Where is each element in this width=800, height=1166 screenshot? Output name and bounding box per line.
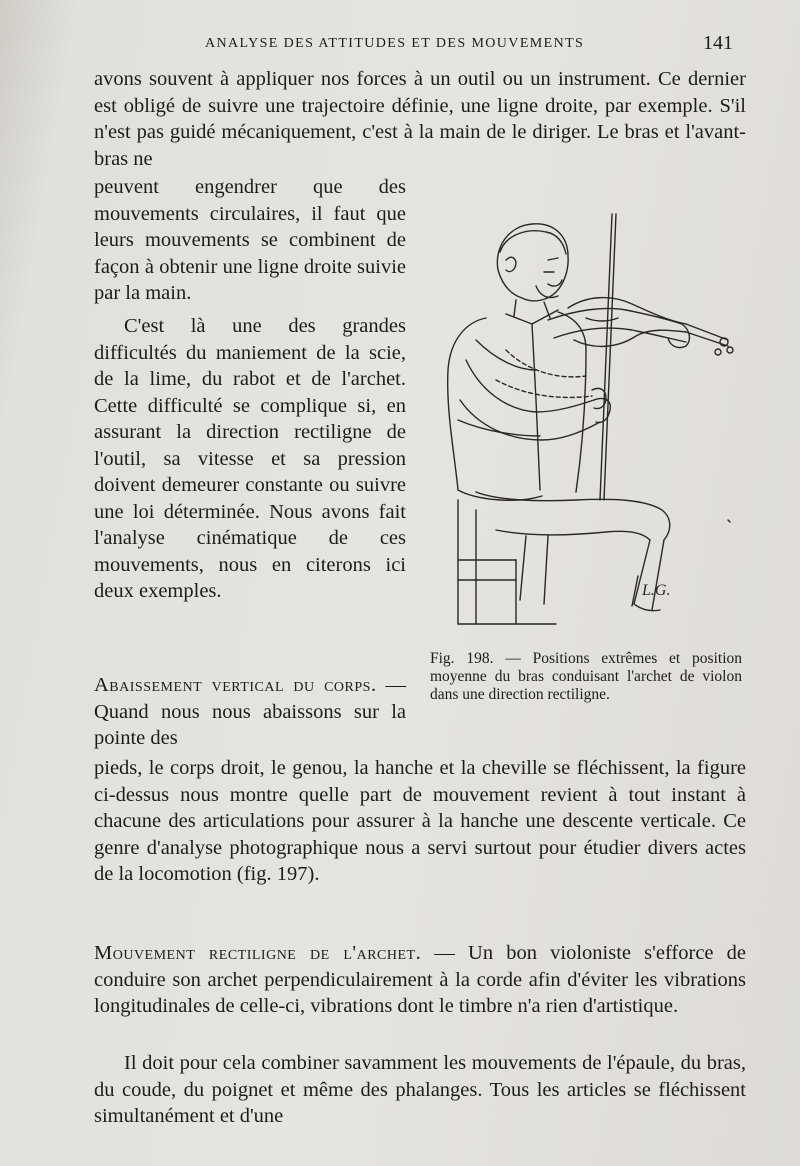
figure-caption	[430, 650, 742, 704]
paragraph-abaissement-continued: pieds, le corps droit, le genou, la hanche et la cheville se fléchissent, la figure ci-dessus nous montre quelle part de mouvement revient à tout instant à chacune des articulations pour assurer à la hanche une descente verticale. Ce genre d'analyse photographique nous a servi surtout pour étudier divers actes de la locomotion (fig. 197).	[94, 757, 746, 885]
paragraph-difficulty	[94, 313, 406, 605]
illustrator-signature: L.G.	[642, 582, 671, 599]
paragraph-wrapped-start: peuvent engendrer que des mouvements circulaires, il faut que leurs mouvements se combinent de façon à obtenir une ligne droite suivie par la main.	[94, 176, 406, 304]
figure-caption-text: — Positions extrêmes et position moyenne du bras conduisant l'archet de violon dans une direction rectiligne.	[430, 650, 742, 703]
paragraph-abaissement-text: — Quand nous nous abaissons sur la pointe des	[94, 674, 407, 749]
section-heading-abaissement: Abaissement vertical du corps.	[94, 674, 377, 696]
section-heading-archet: Mouvement rectiligne de l'archet.	[94, 942, 422, 964]
paragraph-archet-text: — Un bon violoniste s'efforce de conduire son archet perpendiculairement à la corde afin d'éviter les vibrations longitudinales de celle-ci, vibrations dont le timbre n'a rien d'artistique.	[94, 942, 747, 1017]
page-header	[0, 32, 800, 60]
paragraph-archet	[94, 940, 746, 1020]
violinist-illustration	[436, 200, 746, 640]
paragraph-combiner-text: Il doit pour cela combiner savamment les mouvements de l'épaule, du bras, du coude, du poignet et même des phalanges. Tous les articles se fléchissent simultanément et d'une	[94, 1052, 746, 1127]
page-number: 141	[703, 32, 733, 54]
figure-caption-label: Fig. 198.	[430, 650, 494, 667]
paragraph-abaissement	[94, 672, 406, 752]
paragraph-difficulty-text: C'est là une des grandes difficultés du maniement de la scie, de la lime, du rabot et de l'archet. Cette difficulté se complique si, en assurant la direction rectiligne de l'outil, sa vitesse et sa pression doivent demeurer constante ou suivre une loi déterminée. Nous avons fait l'analyse cinématique de ces mouvements, nous en citerons ici deux exemples.	[94, 315, 406, 602]
paragraph-combiner	[94, 1050, 746, 1130]
running-title: ANALYSE DES ATTITUDES ET DES MOUVEMENTS	[205, 36, 585, 51]
paragraph-continued: avons souvent à appliquer nos forces à un outil ou un instrument. Ce dernier est obligé de suivre une trajectoire définie, une ligne droite, par exemple. S'il n'est pas guidé mécaniquement, c'est à la main de le diriger. Le bras et l'avant-bras ne	[94, 68, 746, 170]
